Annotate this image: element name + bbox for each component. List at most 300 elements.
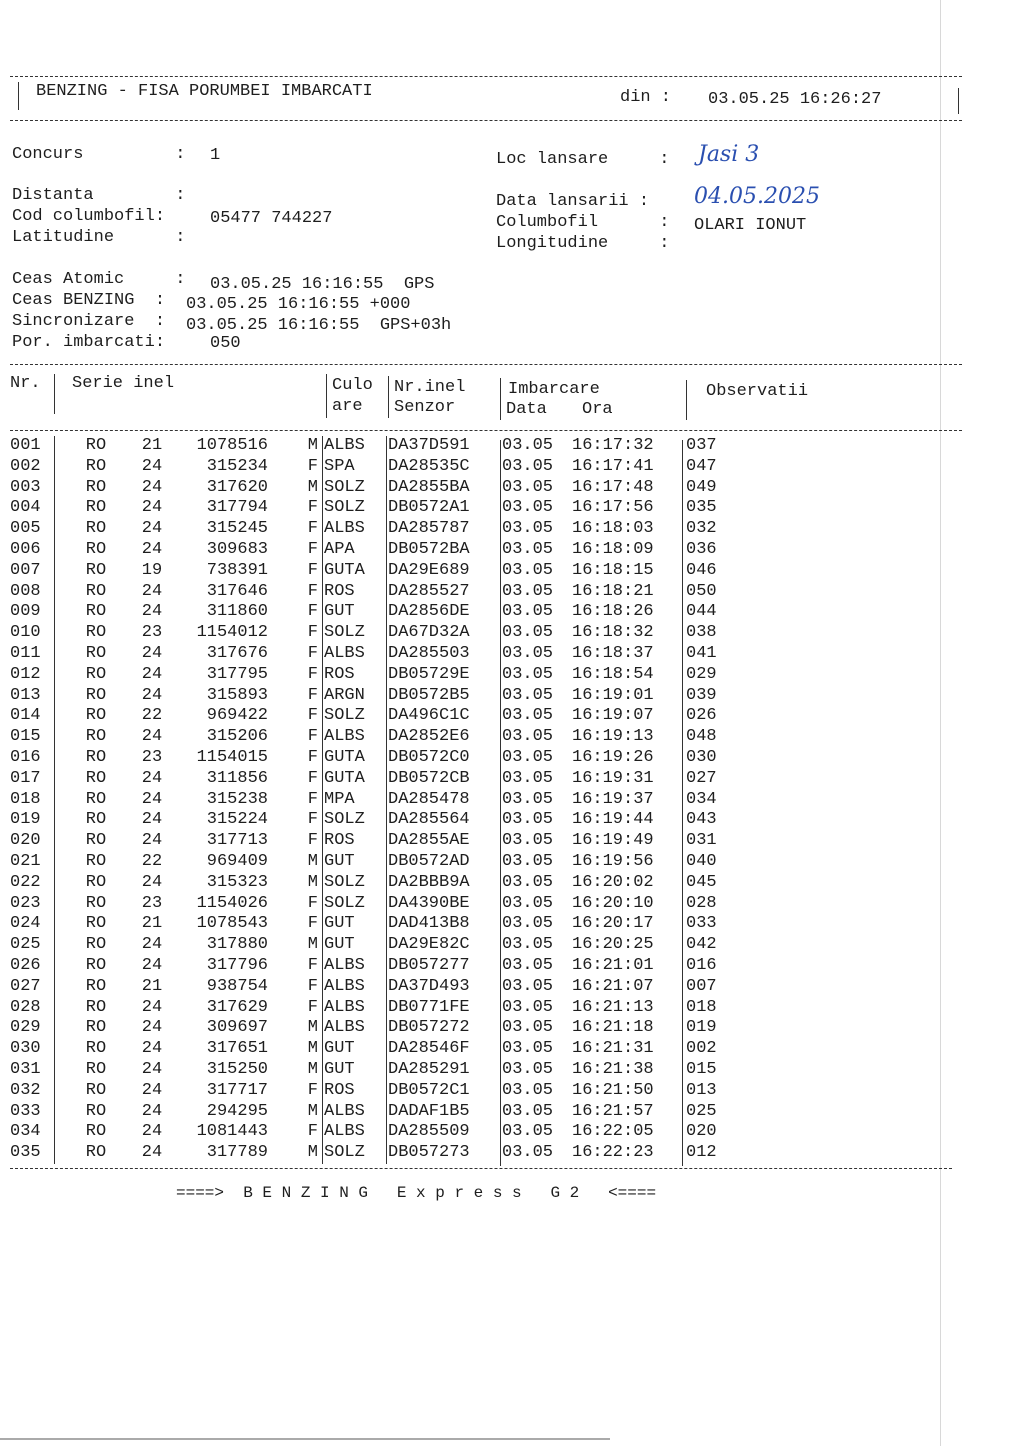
- ring-year: 21: [141, 436, 163, 455]
- ceas-atomic-label: Ceas Atomic :: [12, 270, 186, 289]
- basket-date: 03.05: [502, 623, 554, 643]
- basket-time: 16:21:57: [572, 1101, 654, 1121]
- divider: [10, 1168, 952, 1169]
- color-code: ROS: [324, 831, 355, 851]
- row-nr: 004: [10, 498, 41, 518]
- data-lansarii-label: Data lansarii :: [496, 192, 650, 211]
- sensor-ring: DB057273: [388, 1143, 470, 1163]
- ring-year: 24: [141, 581, 163, 601]
- table-row: [10, 623, 746, 644]
- basket-date: 03.05: [502, 955, 554, 975]
- basket-time: 16:21:01: [572, 955, 654, 975]
- row-nr: 012: [10, 664, 41, 684]
- ring-year: 23: [141, 747, 163, 767]
- sex: F: [307, 519, 318, 539]
- table-row: [10, 602, 746, 623]
- ring-number: 317717: [206, 1080, 268, 1100]
- ring-year: 24: [141, 935, 163, 955]
- country-code: RO: [85, 1018, 107, 1038]
- observation: 050: [686, 581, 717, 601]
- observation: 026: [686, 706, 717, 726]
- divider: [54, 374, 55, 414]
- ring-year: 24: [141, 456, 163, 476]
- basket-date: 03.05: [502, 851, 554, 871]
- table-row: [10, 665, 746, 686]
- row-nr: 023: [10, 893, 41, 913]
- basket-time: 16:19:44: [572, 810, 654, 830]
- basket-date: 03.05: [502, 976, 554, 996]
- basket-date: 03.05: [502, 1122, 554, 1142]
- divider: [958, 88, 959, 114]
- country-code: RO: [85, 997, 107, 1017]
- color-code: GUTA: [324, 560, 365, 580]
- ring-year: 24: [141, 768, 163, 788]
- ring-year: 23: [141, 893, 163, 913]
- table-row: [10, 561, 746, 582]
- row-nr: 025: [10, 935, 41, 955]
- table-row: [10, 956, 746, 977]
- basket-time: 16:20:02: [572, 872, 654, 892]
- data-lansarii-handwritten: 04.05.2025: [694, 184, 820, 209]
- divider: [326, 374, 327, 418]
- basket-time: 16:21:31: [572, 1039, 654, 1059]
- sensor-ring: DA2852E6: [388, 727, 470, 747]
- longitudine-label: Longitudine :: [496, 234, 670, 253]
- color-code: ARGN: [324, 685, 365, 705]
- observation: 036: [686, 539, 717, 559]
- country-code: RO: [85, 539, 107, 559]
- document-title: BENZING - FISA PORUMBEI IMBARCATI: [36, 82, 373, 101]
- ring-year: 24: [141, 664, 163, 684]
- basket-time: 16:19:49: [572, 831, 654, 851]
- country-code: RO: [85, 1059, 107, 1079]
- table-row: [10, 498, 746, 519]
- ring-year: 24: [141, 831, 163, 851]
- ring-year: 24: [141, 955, 163, 975]
- observation: 007: [686, 976, 717, 996]
- basket-date: 03.05: [502, 519, 554, 539]
- row-nr: 028: [10, 997, 41, 1017]
- color-code: SOLZ: [324, 706, 365, 726]
- basket-date: 03.05: [502, 747, 554, 767]
- sex: F: [307, 997, 318, 1017]
- sex: M: [307, 1039, 318, 1059]
- country-code: RO: [85, 1080, 107, 1100]
- ring-number: 315245: [206, 519, 268, 539]
- table-row: [10, 894, 746, 915]
- sensor-ring: DA29E82C: [388, 935, 470, 955]
- basket-time: 16:21:18: [572, 1018, 654, 1038]
- cod-columbofil-label: Cod columbofil:: [12, 207, 166, 226]
- row-nr: 032: [10, 1080, 41, 1100]
- sex: M: [307, 1018, 318, 1038]
- sensor-ring: DB0572BA: [388, 539, 470, 559]
- basket-time: 16:18:37: [572, 643, 654, 663]
- concurs-value: 1: [210, 146, 221, 165]
- basket-time: 16:21:38: [572, 1059, 654, 1079]
- ring-number: 1154012: [196, 623, 268, 643]
- ring-number: 1154015: [196, 747, 268, 767]
- color-code: ALBS: [324, 727, 365, 747]
- ring-year: 24: [141, 498, 163, 518]
- observation: 016: [686, 955, 717, 975]
- basket-time: 16:17:32: [572, 436, 654, 455]
- ring-year: 21: [141, 914, 163, 934]
- observation: 030: [686, 747, 717, 767]
- basket-time: 16:18:03: [572, 519, 654, 539]
- columbofil-label: Columbofil :: [496, 213, 670, 232]
- sensor-ring: DA2855AE: [388, 831, 470, 851]
- table-row: [10, 644, 746, 665]
- table-row: [10, 935, 746, 956]
- basket-time: 16:18:15: [572, 560, 654, 580]
- observation: 028: [686, 893, 717, 913]
- basket-date: 03.05: [502, 581, 554, 601]
- country-code: RO: [85, 789, 107, 809]
- row-nr: 013: [10, 685, 41, 705]
- ring-year: 24: [141, 1018, 163, 1038]
- observation: 042: [686, 935, 717, 955]
- col-observatii: Observatii: [706, 382, 809, 401]
- por-imbarcati-label: Por. imbarcati:: [12, 333, 166, 352]
- color-code: GUT: [324, 935, 355, 955]
- country-code: RO: [85, 664, 107, 684]
- ring-number: 315238: [206, 789, 268, 809]
- color-code: SOLZ: [324, 623, 365, 643]
- row-nr: 024: [10, 914, 41, 934]
- country-code: RO: [85, 685, 107, 705]
- table-row: [10, 727, 746, 748]
- observation: 046: [686, 560, 717, 580]
- sex: F: [307, 685, 318, 705]
- ring-year: 24: [141, 1101, 163, 1121]
- color-code: ALBS: [324, 519, 365, 539]
- ring-year: 24: [141, 872, 163, 892]
- scan-edge: [0, 1438, 610, 1440]
- observation: 031: [686, 831, 717, 851]
- sensor-ring: DA496C1C: [388, 706, 470, 726]
- ring-number: 317676: [206, 643, 268, 663]
- sex: M: [307, 935, 318, 955]
- country-code: RO: [85, 768, 107, 788]
- row-nr: 033: [10, 1101, 41, 1121]
- divider: [10, 364, 962, 365]
- ring-number: 317646: [206, 581, 268, 601]
- basket-time: 16:20:25: [572, 935, 654, 955]
- basket-time: 16:22:05: [572, 1122, 654, 1142]
- basket-date: 03.05: [502, 1059, 554, 1079]
- sensor-ring: DA37D591: [388, 436, 470, 455]
- ring-number: 309683: [206, 539, 268, 559]
- table-row: [10, 810, 746, 831]
- concurs-label: Concurs :: [12, 145, 186, 164]
- sex: M: [307, 1101, 318, 1121]
- row-nr: 031: [10, 1059, 41, 1079]
- row-nr: 009: [10, 602, 41, 622]
- sex: F: [307, 706, 318, 726]
- observation: 034: [686, 789, 717, 809]
- ring-number: 315234: [206, 456, 268, 476]
- table-row: [10, 977, 746, 998]
- ring-number: 315250: [206, 1059, 268, 1079]
- row-nr: 021: [10, 851, 41, 871]
- table-row: [10, 1122, 746, 1143]
- color-code: SOLZ: [324, 872, 365, 892]
- table-row: [10, 706, 746, 727]
- row-nr: 010: [10, 623, 41, 643]
- observation: 040: [686, 851, 717, 871]
- cod-columbofil-value: 05477 744227: [210, 209, 333, 228]
- basket-date: 03.05: [502, 768, 554, 788]
- ring-year: 19: [141, 560, 163, 580]
- ring-number: 317651: [206, 1039, 268, 1059]
- sensor-ring: DA4390BE: [388, 893, 470, 913]
- sensor-ring: DB0572C0: [388, 747, 470, 767]
- table-row: [10, 686, 746, 707]
- col-ora: Ora: [582, 400, 613, 419]
- sensor-ring: DA285478: [388, 789, 470, 809]
- sex: F: [307, 789, 318, 809]
- color-code: ALBS: [324, 643, 365, 663]
- table-row: [10, 436, 746, 457]
- table-row: [10, 873, 746, 894]
- ring-year: 24: [141, 997, 163, 1017]
- sex: F: [307, 727, 318, 747]
- ceas-benzing-label: Ceas BENZING :: [12, 291, 166, 310]
- basket-time: 16:19:56: [572, 851, 654, 871]
- sex: F: [307, 914, 318, 934]
- row-nr: 001: [10, 436, 41, 455]
- sex: F: [307, 1122, 318, 1142]
- sensor-ring: DADAF1B5: [388, 1101, 470, 1121]
- sex: F: [307, 810, 318, 830]
- sensor-ring: DB057272: [388, 1018, 470, 1038]
- ring-year: 24: [141, 685, 163, 705]
- row-nr: 034: [10, 1122, 41, 1142]
- basket-time: 16:21:13: [572, 997, 654, 1017]
- table-row: [10, 998, 746, 1019]
- basket-time: 16:22:23: [572, 1143, 654, 1163]
- sensor-ring: DB0771FE: [388, 997, 470, 1017]
- ring-number: 969409: [206, 851, 268, 871]
- country-code: RO: [85, 602, 107, 622]
- row-nr: 035: [10, 1143, 41, 1163]
- sex: F: [307, 768, 318, 788]
- observation: 048: [686, 727, 717, 747]
- observation: 043: [686, 810, 717, 830]
- table-row: [10, 748, 746, 769]
- divider: [10, 120, 962, 121]
- color-code: ALBS: [324, 955, 365, 975]
- col-data: Data: [506, 400, 547, 419]
- table-row: [10, 831, 746, 852]
- basket-time: 16:21:07: [572, 976, 654, 996]
- loc-lansare-handwritten: Jasi 3: [698, 142, 760, 167]
- ring-year: 22: [141, 706, 163, 726]
- ring-year: 23: [141, 623, 163, 643]
- sensor-ring: DB0572AD: [388, 851, 470, 871]
- ring-number: 317629: [206, 997, 268, 1017]
- ring-year: 24: [141, 1143, 163, 1163]
- ring-year: 24: [141, 1080, 163, 1100]
- sensor-ring: DA67D32A: [388, 623, 470, 643]
- col-senzor: Senzor: [394, 398, 456, 417]
- basket-date: 03.05: [502, 706, 554, 726]
- color-code: GUT: [324, 602, 355, 622]
- row-nr: 003: [10, 477, 41, 497]
- observation: 039: [686, 685, 717, 705]
- country-code: RO: [85, 914, 107, 934]
- country-code: RO: [85, 1039, 107, 1059]
- color-code: ALBS: [324, 997, 365, 1017]
- country-code: RO: [85, 456, 107, 476]
- country-code: RO: [85, 519, 107, 539]
- columbofil-value: OLARI IONUT: [694, 216, 807, 235]
- row-nr: 005: [10, 519, 41, 539]
- basket-date: 03.05: [502, 872, 554, 892]
- sensor-ring: DB057277: [388, 955, 470, 975]
- color-code: MPA: [324, 789, 355, 809]
- country-code: RO: [85, 831, 107, 851]
- basket-time: 16:21:50: [572, 1080, 654, 1100]
- footer-banner: ====> B E N Z I N G E x p r e s s G 2 <====: [176, 1184, 657, 1202]
- color-code: ALBS: [324, 1018, 365, 1038]
- col-imbarcare: Imbarcare: [508, 380, 600, 399]
- country-code: RO: [85, 727, 107, 747]
- ring-year: 24: [141, 1059, 163, 1079]
- country-code: RO: [85, 935, 107, 955]
- latitudine-label: Latitudine :: [12, 228, 186, 247]
- row-nr: 016: [10, 747, 41, 767]
- table-row: [10, 790, 746, 811]
- ring-year: 24: [141, 519, 163, 539]
- sensor-ring: DA285503: [388, 643, 470, 663]
- basket-time: 16:19:01: [572, 685, 654, 705]
- country-code: RO: [85, 560, 107, 580]
- country-code: RO: [85, 1101, 107, 1121]
- observation: 013: [686, 1080, 717, 1100]
- country-code: RO: [85, 581, 107, 601]
- country-code: RO: [85, 498, 107, 518]
- color-code: SOLZ: [324, 477, 365, 497]
- observation: 027: [686, 768, 717, 788]
- color-code: GUT: [324, 1039, 355, 1059]
- sex: F: [307, 1080, 318, 1100]
- sensor-ring: DA285509: [388, 1122, 470, 1142]
- color-code: ROS: [324, 581, 355, 601]
- basket-date: 03.05: [502, 685, 554, 705]
- sex: M: [307, 477, 318, 497]
- country-code: RO: [85, 706, 107, 726]
- basket-date: 03.05: [502, 935, 554, 955]
- sex: F: [307, 456, 318, 476]
- basket-date: 03.05: [502, 1018, 554, 1038]
- sensor-ring: DA28546F: [388, 1039, 470, 1059]
- color-code: SPA: [324, 456, 355, 476]
- color-code: ALBS: [324, 436, 365, 455]
- sensor-ring: DA37D493: [388, 976, 470, 996]
- observation: 018: [686, 997, 717, 1017]
- color-code: APA: [324, 539, 355, 559]
- basket-time: 16:19:07: [572, 706, 654, 726]
- observation: 025: [686, 1101, 717, 1121]
- page-edge: [940, 0, 941, 1446]
- table-row: [10, 852, 746, 873]
- basket-time: 16:18:09: [572, 539, 654, 559]
- ring-number: 317713: [206, 831, 268, 851]
- din-value: 03.05.25 16:26:27: [708, 90, 882, 109]
- color-code: GUT: [324, 1059, 355, 1079]
- row-nr: 018: [10, 789, 41, 809]
- country-code: RO: [85, 436, 107, 455]
- ring-number: 317620: [206, 477, 268, 497]
- color-code: ROS: [324, 1080, 355, 1100]
- color-code: GUT: [324, 914, 355, 934]
- sensor-ring: DB0572C1: [388, 1080, 470, 1100]
- color-code: ALBS: [324, 976, 365, 996]
- sex: F: [307, 664, 318, 684]
- sex: M: [307, 1143, 318, 1163]
- color-code: SOLZ: [324, 810, 365, 830]
- ring-number: 1154026: [196, 893, 268, 913]
- col-culoare: Culo: [332, 376, 373, 395]
- divider: [686, 380, 687, 420]
- divider: [500, 378, 501, 420]
- observation: 044: [686, 602, 717, 622]
- ring-year: 22: [141, 851, 163, 871]
- divider: [10, 430, 962, 431]
- sex: M: [307, 436, 318, 455]
- ring-year: 24: [141, 477, 163, 497]
- col-culoare-2: are: [332, 397, 363, 416]
- sensor-ring: DA2855BA: [388, 477, 470, 497]
- basket-date: 03.05: [502, 893, 554, 913]
- row-nr: 029: [10, 1018, 41, 1038]
- sincronizare-label: Sincronizare :: [12, 312, 166, 331]
- observation: 035: [686, 498, 717, 518]
- row-nr: 006: [10, 539, 41, 559]
- pigeon-table: [10, 436, 746, 1164]
- observation: 029: [686, 664, 717, 684]
- basket-date: 03.05: [502, 831, 554, 851]
- row-nr: 002: [10, 456, 41, 476]
- ring-year: 24: [141, 789, 163, 809]
- basket-time: 16:18:21: [572, 581, 654, 601]
- table-row: [10, 1018, 746, 1039]
- row-nr: 026: [10, 955, 41, 975]
- ring-year: 24: [141, 1122, 163, 1142]
- table-row: [10, 582, 746, 603]
- col-serie-inel: Serie inel: [72, 374, 175, 393]
- sex: F: [307, 623, 318, 643]
- sensor-ring: DA2856DE: [388, 602, 470, 622]
- table-row: [10, 457, 746, 478]
- row-nr: 008: [10, 581, 41, 601]
- country-code: RO: [85, 893, 107, 913]
- observation: 012: [686, 1143, 717, 1163]
- loc-lansare-label: Loc lansare :: [496, 150, 670, 169]
- sex: M: [307, 872, 318, 892]
- sex: F: [307, 955, 318, 975]
- observation: 002: [686, 1039, 717, 1059]
- sex: F: [307, 498, 318, 518]
- basket-date: 03.05: [502, 914, 554, 934]
- sex: F: [307, 581, 318, 601]
- basket-date: 03.05: [502, 643, 554, 663]
- ring-number: 315224: [206, 810, 268, 830]
- basket-date: 03.05: [502, 727, 554, 747]
- col-nr-inel: Nr.inel: [394, 378, 466, 397]
